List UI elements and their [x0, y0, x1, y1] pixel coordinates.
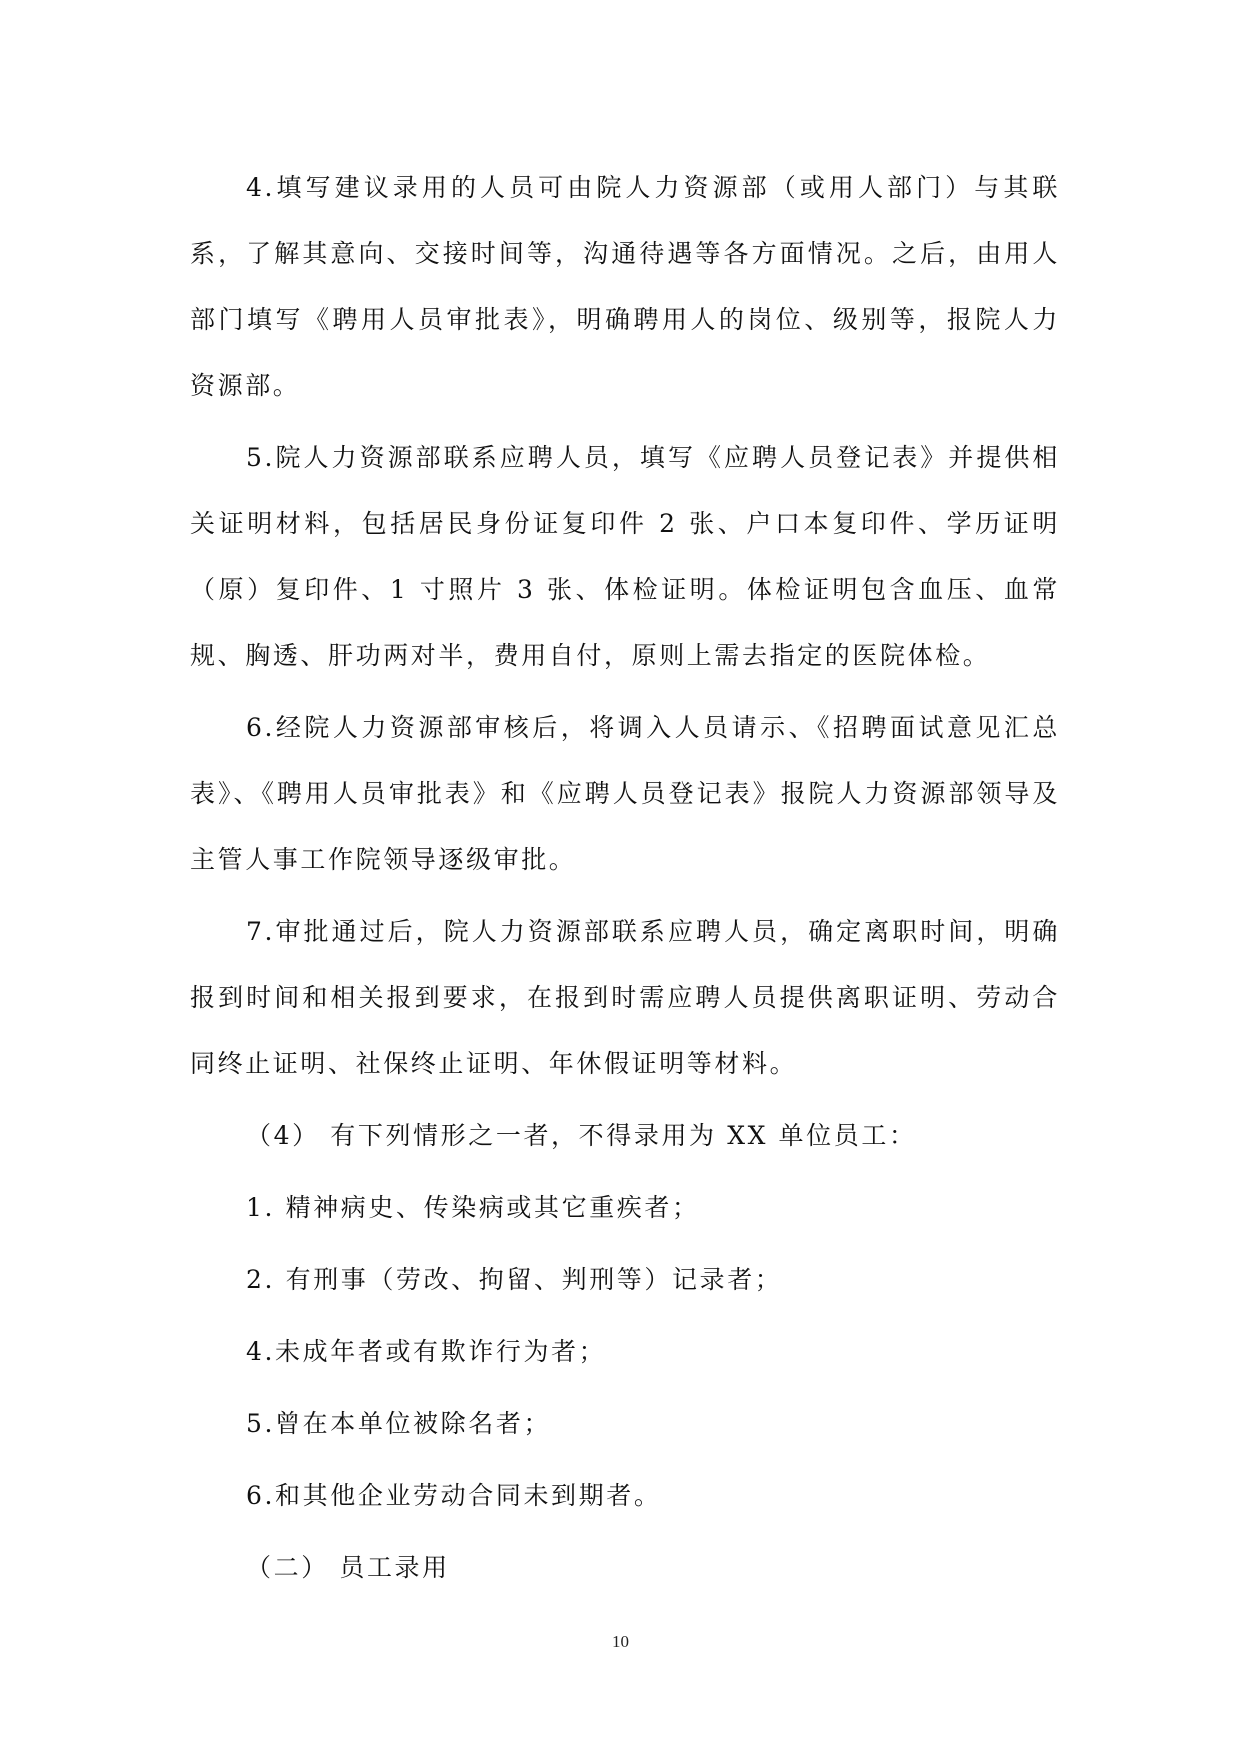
section-heading: （二） 员工录用 [246, 1553, 450, 1582]
page-number: 10 [612, 1632, 629, 1651]
paragraph-item-4: 4.填写建议录用的人员可由院人力资源部（或用人部门）与其联系，了解其意向、交接时间等，沟通待遇等各方面情况。之后，由用人部门填写《聘用人员审批表》，明确聘用人的岗位、级别等，报院人力资源部。 [190, 173, 1060, 400]
exclusion-item: 4.未成年者或有欺诈行为者； [246, 1337, 607, 1366]
paragraph-item-7: 7.审批通过后，院人力资源部联系应聘人员，确定离职时间，明确报到时间和相关报到要求，在报到时需应聘人员提供离职证明、劳动合同终止证明、社保终止证明、年休假证明等材料。 [190, 917, 1060, 1078]
exclusion-item: 2. 有刑事（劳改、拘留、判刑等）记录者； [246, 1265, 783, 1294]
exclusion-heading: （4） 有下列情形之一者，不得录用为 XX 单位员工： [246, 1121, 917, 1150]
exclusion-item: 1. 精神病史、传染病或其它重疾者； [246, 1193, 700, 1222]
exclusion-item: 6.和其他企业劳动合同未到期者。 [246, 1481, 662, 1510]
paragraph-item-6: 6.经院人力资源部审核后，将调入人员请示、《招聘面试意见汇总表》、《聘用人员审批表》和《应聘人员登记表》报院人力资源部领导及主管人事工作院领导逐级审批。 [190, 713, 1060, 874]
exclusion-item: 5.曾在本单位被除名者； [246, 1409, 552, 1438]
paragraph-item-5: 5.院人力资源部联系应聘人员，填写《应聘人员登记表》并提供相关证明材料，包括居民身份证复印件 2 张、户口本复印件、学历证明（原）复印件、1 寸照片 3 张、体检证明。体检证明包含血压、血常规、胸透、肝功两对半，费用自付，原则上需去指定的医院体检。 [190, 443, 1060, 670]
page-body [190, 155, 1060, 1607]
